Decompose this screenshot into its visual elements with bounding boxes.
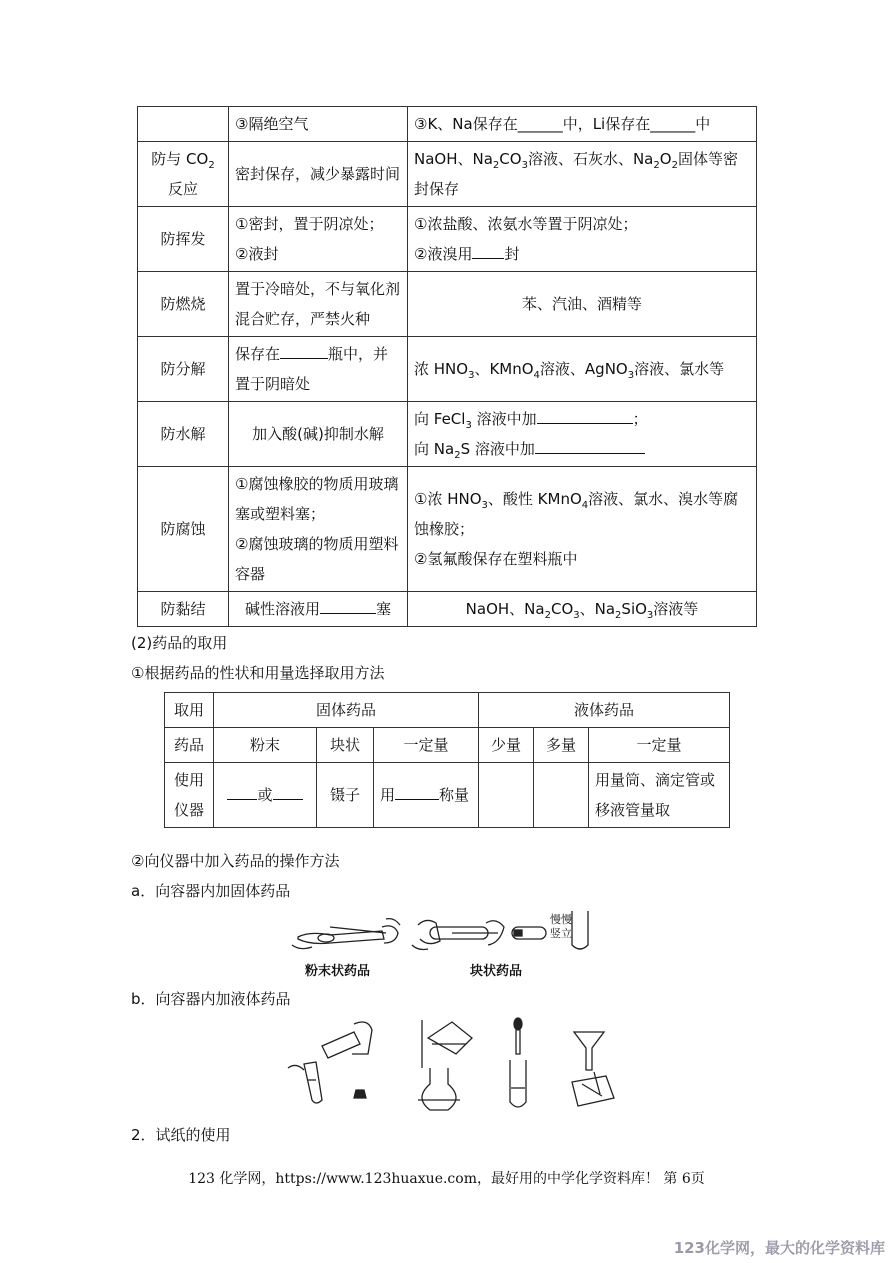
caption-powder: 粉末状药品 bbox=[305, 964, 371, 979]
storage-method-cell: 防燃烧 bbox=[138, 272, 229, 337]
storage-method-cell: 防腐蚀 bbox=[138, 467, 229, 592]
storage-row bbox=[138, 207, 757, 272]
storage-row bbox=[138, 107, 757, 142]
cell-small-instrument bbox=[479, 763, 534, 828]
subsection-title-choose-method: ①根据药品的性状和用量选择取用方法 bbox=[131, 664, 385, 682]
subsection-title-add-method: ②向仪器中加入药品的操作方法 bbox=[131, 852, 340, 870]
row-label-instrument bbox=[165, 763, 214, 828]
header-solid: 固体药品 bbox=[214, 693, 479, 728]
section-test-paper: 2．试纸的使用 bbox=[131, 1126, 231, 1144]
storage-row bbox=[138, 272, 757, 337]
storage-examples-cell: NaOH、$Na_2CO_3$、$Na_2SiO_3$溶液等 bbox=[408, 592, 757, 627]
storage-method-table bbox=[137, 106, 757, 627]
storage-examples-cell: NaOH、$Na_2CO_3$溶液、石灰水、$Na_2O_2$固体等密封保存 bbox=[408, 142, 757, 207]
header-large: 多量 bbox=[534, 728, 589, 763]
page-footer: 123 化学网，https://www.123huaxue.com，最好用的中学化学资料库！ 第 6页 bbox=[188, 1171, 705, 1187]
label-upright: 竖立 bbox=[550, 927, 572, 940]
header-lump: 块状 bbox=[317, 728, 374, 763]
storage-how-cell: 加入酸(碱)抑制水解 bbox=[229, 402, 408, 467]
section-title-drug-taking: (2)药品的取用 bbox=[131, 634, 228, 652]
liquid-adding-illustration bbox=[282, 1014, 622, 1114]
weigh-text: 称量 bbox=[439, 786, 470, 804]
header-powder: 粉末 bbox=[214, 728, 317, 763]
storage-how-cell: ①腐蚀橡胶的物质用玻璃塞或塑料塞； ②腐蚀玻璃的物质用塑料容器 bbox=[229, 467, 408, 592]
powder-figure bbox=[292, 919, 400, 949]
storage-method-cell: 防与 $CO_2$ 反应 bbox=[138, 142, 229, 207]
header-fixed-solid: 一定量 bbox=[374, 728, 479, 763]
storage-how-cell: 保存在 瓶中，并置于阴暗处 bbox=[229, 337, 408, 402]
header-small: 少量 bbox=[479, 728, 534, 763]
drug-usage-table bbox=[164, 692, 730, 828]
storage-how-cell: ①密封，置于阴凉处； ②液封 bbox=[229, 207, 408, 272]
header-take: 取用 bbox=[165, 693, 214, 728]
cell-large-instrument bbox=[534, 763, 589, 828]
item-a-solid: a．向容器内加固体药品 bbox=[131, 882, 291, 900]
storage-row bbox=[138, 337, 757, 402]
header-fixed-liquid: 一定量 bbox=[589, 728, 730, 763]
lump-figure bbox=[412, 920, 504, 949]
use-text: 用 bbox=[380, 786, 396, 804]
label-use: 使用 bbox=[173, 771, 204, 789]
cell-powder-instrument bbox=[214, 763, 317, 828]
storage-row bbox=[138, 142, 757, 207]
cell-fixed-liquid-instrument: 用量筒、滴定管或移液管量取 bbox=[589, 763, 730, 828]
storage-method-cell: 防水解 bbox=[138, 402, 229, 467]
storage-examples-cell: ③K、Na保存在______中，Li保存在______中 bbox=[408, 107, 757, 142]
header-drug: 药品 bbox=[165, 728, 214, 763]
storage-how-cell: 密封保存，减少暴露时间 bbox=[229, 142, 408, 207]
storage-how-cell: ③隔绝空气 bbox=[229, 107, 408, 142]
or-text: 或 bbox=[257, 786, 273, 804]
storage-method-cell: 防分解 bbox=[138, 337, 229, 402]
storage-examples-cell: 向 FeCl$_3$ 溶液中加 ； 向 $Na_2S$ 溶液中加 bbox=[408, 402, 757, 467]
label-instrument: 仪器 bbox=[173, 801, 204, 819]
storage-examples-cell: 苯、汽油、酒精等 bbox=[408, 272, 757, 337]
caption-lump: 块状药品 bbox=[470, 964, 523, 979]
cell-fixed-solid-instrument bbox=[374, 763, 479, 828]
label-slow: 慢慢 bbox=[550, 913, 572, 926]
storage-examples-cell: ①浓盐酸、浓氨水等置于阴凉处； ②液溴用 封 bbox=[408, 207, 757, 272]
solid-adding-illustration bbox=[290, 905, 610, 965]
pour-figure bbox=[288, 1022, 372, 1103]
storage-examples-cell: 浓 $HNO_3$、KMnO$_4$溶液、AgNO$_3$溶液、氯水等 bbox=[408, 337, 757, 402]
site-watermark: 123化学网，最大的化学资料库 bbox=[673, 1239, 885, 1257]
storage-method-cell bbox=[138, 107, 229, 142]
cell-lump-instrument: 镊子 bbox=[317, 763, 374, 828]
storage-how-cell: 碱性溶液用 塞 bbox=[229, 592, 408, 627]
funnel-flask-figure bbox=[418, 1020, 472, 1110]
storage-method-cell: 防黏结 bbox=[138, 592, 229, 627]
header-liquid: 液体药品 bbox=[479, 693, 730, 728]
dropper-tube-figure bbox=[510, 1018, 526, 1107]
item-b-liquid: b．向容器内加液体药品 bbox=[131, 990, 291, 1008]
storage-row bbox=[138, 402, 757, 467]
funnel-bottle-figure bbox=[572, 1032, 614, 1106]
storage-how-cell: 置于冷暗处，不与氧化剂混合贮存，严禁火种 bbox=[229, 272, 408, 337]
storage-method-cell: 防挥发 bbox=[138, 207, 229, 272]
storage-examples-cell: ①浓 $HNO_3$、酸性 KMnO$_4$溶液、氯水、溴水等腐蚀橡胶； ②氢氟酸保存在塑料瓶中 bbox=[408, 467, 757, 592]
storage-row bbox=[138, 592, 757, 627]
storage-row bbox=[138, 467, 757, 592]
